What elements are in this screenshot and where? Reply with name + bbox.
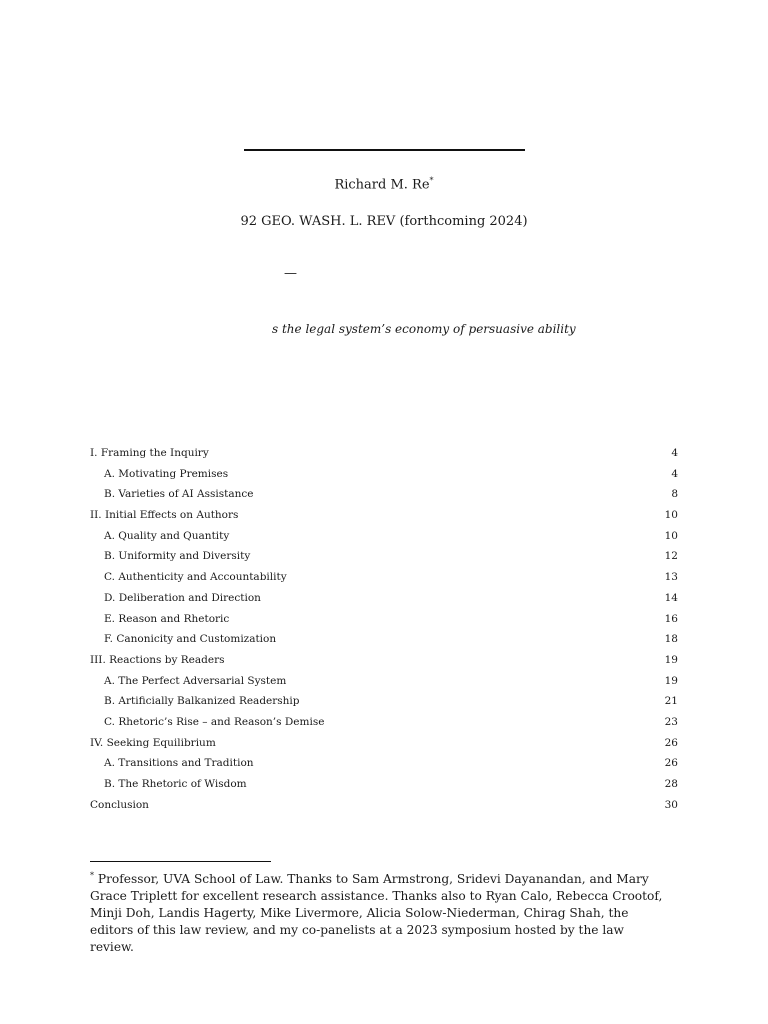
toc-row[interactable] — [90, 484, 678, 505]
toc-row[interactable] — [90, 650, 678, 671]
toc-page-number: 26 — [664, 736, 678, 749]
toc-row[interactable] — [90, 505, 678, 526]
toc-entry-label[interactable]: A. The Perfect Adversarial System — [104, 674, 287, 687]
toc-row[interactable] — [90, 671, 678, 692]
toc-row[interactable] — [90, 712, 678, 733]
toc-entry-label[interactable]: A. Transitions and Tradition — [104, 757, 254, 770]
toc-page-number: 14 — [664, 591, 678, 604]
toc-page-number: 4 — [671, 467, 678, 480]
toc-entry-label[interactable]: II. Initial Effects on Authors — [90, 509, 239, 522]
toc-row[interactable] — [90, 546, 678, 567]
toc-page-number: 10 — [664, 509, 678, 522]
footnote-text: Professor, UVA School of Law. Thanks to Sam Armstrong, Sridevi Dayanandan, and Mary Grace Triplett for excellent research assistance. Thanks also to Ryan Calo, Rebecca Crootof, Minji Doh, Landis Hagerty, Mike Livermore, Alicia Solow-Niederman, Chirag Shah, the editors of this law review, and my co-panelists at a 2023 symposium hosted by the law review. — [90, 872, 663, 955]
toc-page-number: 18 — [664, 633, 678, 646]
toc-entry-label[interactable]: F. Canonicity and Customization — [104, 633, 277, 646]
title-rule — [244, 149, 525, 151]
toc-row[interactable] — [90, 795, 678, 816]
toc-row[interactable] — [90, 588, 678, 609]
toc-page-number: 21 — [664, 695, 678, 708]
toc-entry-label[interactable]: D. Deliberation and Direction — [104, 591, 261, 604]
toc-entry-label[interactable]: B. Uniformity and Diversity — [104, 550, 251, 563]
toc-entry-label[interactable]: C. Authenticity and Accountability — [104, 571, 287, 584]
toc-page-number: 12 — [664, 550, 678, 563]
citation: 92 GEO. WASH. L. REV (forthcoming 2024) — [240, 214, 528, 229]
toc-page-number: 26 — [664, 757, 678, 770]
toc-page-number: 19 — [664, 653, 678, 666]
toc-entry-label[interactable]: B. Varieties of AI Assistance — [104, 488, 254, 501]
toc-entry-label[interactable]: I. Framing the Inquiry — [90, 447, 209, 459]
toc-row[interactable] — [90, 629, 678, 650]
author-footnote-mark[interactable]: * — [429, 176, 434, 185]
toc-row[interactable] — [90, 753, 678, 774]
footnote — [90, 867, 670, 956]
toc-entry-label[interactable]: IV. Seeking Equilibrium — [90, 736, 216, 749]
toc-entry-label[interactable]: C. Rhetoric’s Rise – and Reason’s Demise — [104, 715, 325, 728]
toc-entry-label[interactable]: A. Quality and Quantity — [104, 529, 230, 542]
toc-row[interactable] — [90, 443, 678, 464]
toc-entry-label[interactable]: Conclusion — [90, 798, 149, 811]
toc-page-number: 10 — [664, 529, 678, 542]
toc-page-number: 13 — [664, 571, 678, 584]
toc-row[interactable] — [90, 733, 678, 754]
toc-entry-label[interactable]: III. Reactions by Readers — [90, 653, 225, 666]
author-name: Richard M. Re — [334, 177, 430, 193]
toc-entry-label[interactable]: A. Motivating Premises — [104, 467, 229, 480]
toc-row[interactable] — [90, 609, 678, 630]
toc-entry-label[interactable]: E. Reason and Rhetoric — [104, 612, 230, 625]
toc-row[interactable] — [90, 464, 678, 485]
author-line — [0, 176, 768, 192]
footnote-rule — [90, 861, 271, 862]
section-dash: — — [284, 266, 297, 281]
toc-page-number: 19 — [664, 674, 678, 687]
toc-page-number: 8 — [671, 488, 678, 501]
toc-row[interactable] — [90, 567, 678, 588]
footnote-mark: * — [90, 871, 94, 880]
table-of-contents — [90, 443, 678, 815]
toc-page-number: 16 — [664, 612, 678, 625]
toc-page-number: 28 — [664, 778, 678, 790]
toc-row[interactable] — [90, 526, 678, 547]
toc-page-number: 4 — [671, 447, 678, 459]
toc-entry-label[interactable]: B. Artificially Balkanized Readership — [104, 695, 300, 708]
toc-row[interactable] — [90, 774, 678, 795]
abstract-fragment: s the legal system’s economy of persuasive ability — [272, 322, 576, 336]
toc-entry-label[interactable]: B. The Rhetoric of Wisdom — [104, 778, 247, 790]
toc-page-number: 23 — [664, 715, 678, 728]
toc-row[interactable] — [90, 691, 678, 712]
toc-page-number: 30 — [664, 798, 678, 811]
